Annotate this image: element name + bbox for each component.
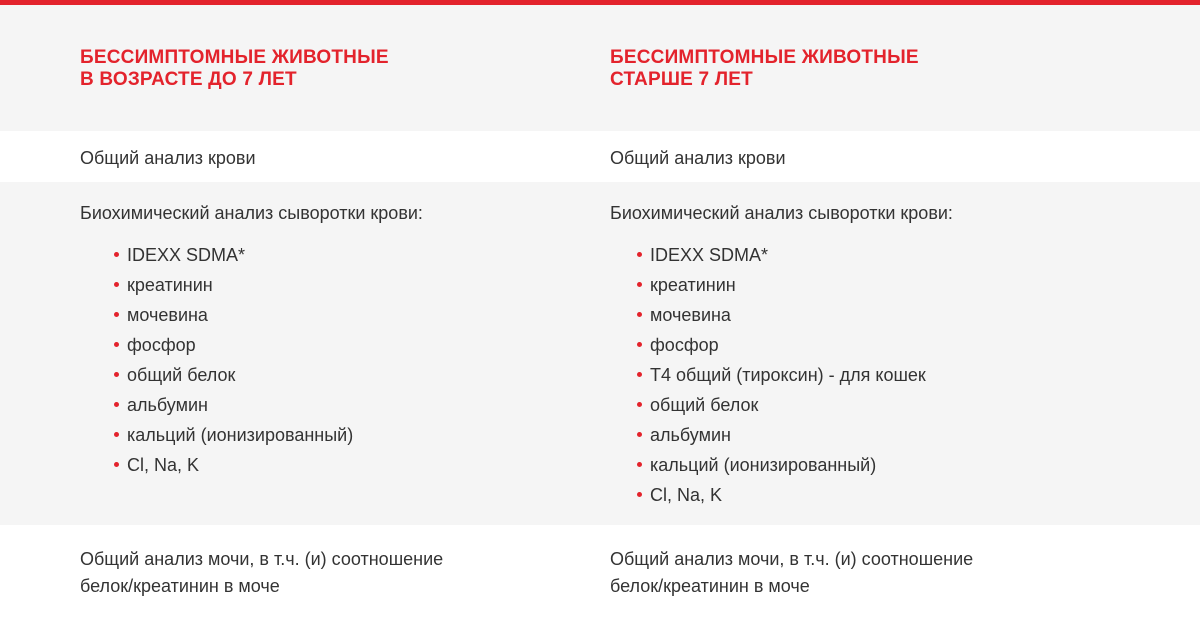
biochemistry-item-label: мочевина	[650, 305, 731, 325]
biochemistry-item-label: кальций (ионизированный)	[650, 455, 877, 475]
biochemistry-item-label: IDEXX SDMA*	[127, 245, 246, 265]
bullet-icon	[637, 312, 642, 317]
biochemistry-item	[114, 330, 353, 360]
biochemistry-list	[637, 240, 926, 510]
biochemistry-item	[114, 420, 353, 450]
biochemistry-item	[637, 270, 926, 300]
biochemistry-heading: Биохимический анализ сыворотки крови:	[80, 203, 423, 223]
column-title-line: СТАРШЕ 7 ЛЕТ	[610, 69, 753, 90]
biochemistry-item	[114, 270, 353, 300]
biochemistry-item	[114, 450, 353, 480]
biochemistry-item	[637, 450, 926, 480]
biochemistry-item-label: креатинин	[127, 275, 213, 295]
bullet-icon	[637, 432, 642, 437]
bullet-icon	[114, 432, 119, 437]
biochemistry-item	[114, 360, 353, 390]
urine-test-line: Общий анализ мочи, в т.ч. (и) соотношение	[80, 549, 444, 569]
biochemistry-item-label: общий белок	[650, 395, 759, 415]
urine-test-line: Общий анализ мочи, в т.ч. (и) соотношение	[610, 549, 974, 569]
urine-test-row	[0, 525, 1200, 637]
blood-test-text: Общий анализ крови	[80, 148, 256, 168]
biochemistry-item	[637, 360, 926, 390]
bullet-icon	[114, 342, 119, 347]
bullet-icon	[114, 252, 119, 257]
column-title	[610, 47, 919, 91]
header-row	[0, 5, 1200, 131]
biochemistry-item-label: общий белок	[127, 365, 236, 385]
bullet-icon	[114, 312, 119, 317]
bullet-icon	[637, 462, 642, 467]
comparison-table	[0, 5, 1200, 637]
column-under-7	[0, 5, 600, 131]
urine-test-text	[610, 546, 973, 600]
biochemistry-item	[114, 390, 353, 420]
biochemistry-item	[637, 480, 926, 510]
column-title-line: БЕССИМПТОМНЫЕ ЖИВОТНЫЕ	[80, 47, 389, 68]
bullet-icon	[637, 402, 642, 407]
biochemistry-item-label: фосфор	[127, 335, 196, 355]
blood-test-text: Общий анализ крови	[610, 148, 786, 168]
biochemistry-item	[637, 330, 926, 360]
column-title-line: БЕССИМПТОМНЫЕ ЖИВОТНЫЕ	[610, 47, 919, 68]
biochemistry-item-label: кальций (ионизированный)	[127, 425, 354, 445]
biochemistry-item	[114, 300, 353, 330]
blood-test-cell	[600, 131, 1200, 182]
blood-test-cell	[0, 131, 600, 182]
bullet-icon	[637, 282, 642, 287]
column-title	[80, 47, 389, 91]
bullet-icon	[637, 342, 642, 347]
bullet-icon	[637, 252, 642, 257]
urine-test-text	[80, 546, 443, 600]
bullet-icon	[637, 372, 642, 377]
bullet-icon	[114, 402, 119, 407]
biochemistry-item-label: IDEXX SDMA*	[650, 245, 769, 265]
biochemistry-list	[114, 240, 353, 480]
biochemistry-item-label: Cl, Na, K	[650, 485, 723, 505]
biochemistry-item-label: креатинин	[650, 275, 736, 295]
bullet-icon	[114, 462, 119, 467]
column-title-line: В ВОЗРАСТЕ ДО 7 ЛЕТ	[80, 69, 297, 90]
biochemistry-item-label: фосфор	[650, 335, 719, 355]
biochemistry-item-label: Cl, Na, K	[127, 455, 200, 475]
blood-test-row	[0, 131, 1200, 182]
bullet-icon	[114, 282, 119, 287]
biochemistry-cell	[600, 182, 1200, 525]
biochemistry-item	[637, 390, 926, 420]
urine-test-cell	[0, 525, 600, 637]
biochemistry-item	[637, 300, 926, 330]
urine-test-cell	[600, 525, 1200, 637]
biochemistry-heading: Биохимический анализ сыворотки крови:	[610, 203, 953, 223]
biochemistry-row	[0, 182, 1200, 525]
biochemistry-item	[114, 240, 353, 270]
biochemistry-item-label: T4 общий (тироксин) - для кошек	[650, 365, 926, 385]
biochemistry-item-label: мочевина	[127, 305, 208, 325]
bullet-icon	[637, 492, 642, 497]
biochemistry-item-label: альбумин	[127, 395, 208, 415]
biochemistry-item	[637, 420, 926, 450]
biochemistry-cell	[0, 182, 600, 525]
urine-test-line: белок/креатинин в моче	[80, 576, 280, 596]
column-over-7	[600, 5, 1200, 131]
biochemistry-item	[637, 240, 926, 270]
urine-test-line: белок/креатинин в моче	[610, 576, 810, 596]
biochemistry-item-label: альбумин	[650, 425, 731, 445]
bullet-icon	[114, 372, 119, 377]
